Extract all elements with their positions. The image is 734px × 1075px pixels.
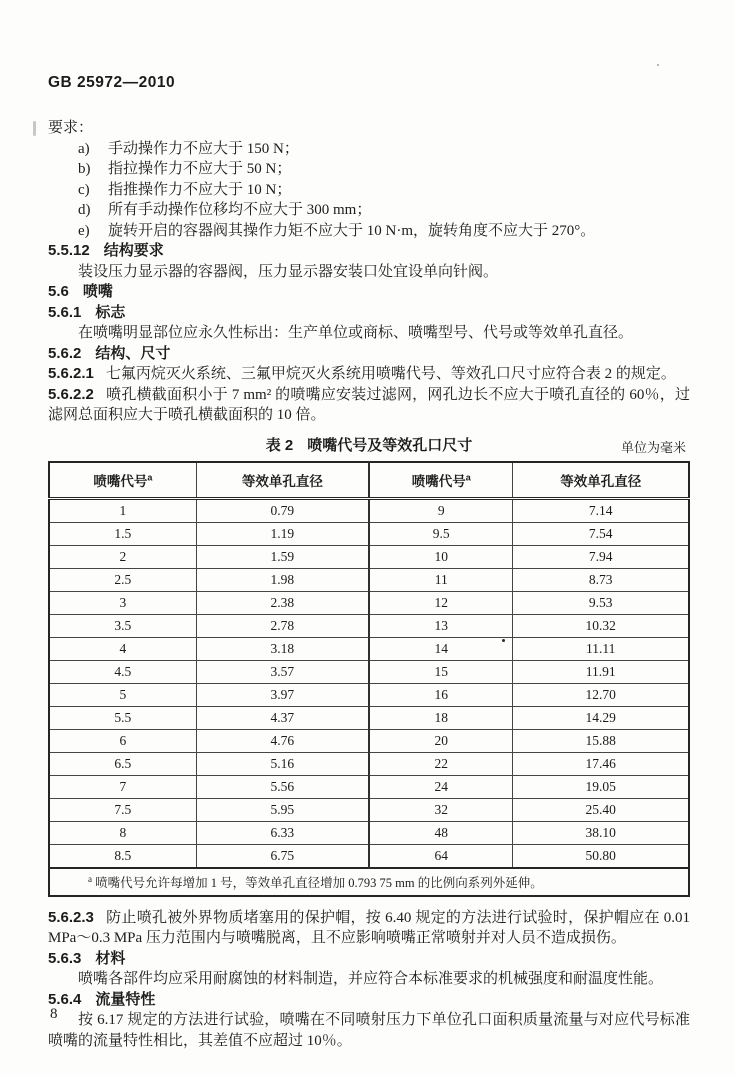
clause-number: 5.6.2.1 [48,365,94,382]
list-item-text: 指推操作力不应大于 10 N； [108,181,292,198]
list-item-d [48,200,690,221]
heading-number: 5.6.4 [48,990,82,1008]
list-item-text: 所有手动操作位移均不应大于 300 mm； [108,202,372,218]
table-row [49,706,689,729]
table-cell: 25.40 [513,798,689,821]
heading-title: 结构、尺寸 [95,344,171,362]
heading-title: 结构要求 [103,242,164,259]
table-row [49,683,689,706]
table-cell: 38.10 [513,821,689,844]
table-row [49,798,689,821]
table-caption-label: 表 2 [265,436,294,454]
list-item-label: d) [78,202,91,218]
table-cell: 5.16 [196,752,369,775]
column-header: 喷嘴代号$^a$ [49,462,196,499]
table-cell: 6.75 [196,844,369,868]
paragraph-5-6-2-3 [48,908,690,949]
table-cell: 19.05 [513,775,689,798]
heading-5-6 [48,282,690,303]
table-caption-title: 喷嘴代号及等效孔口尺寸 [307,436,473,454]
paragraph-5-6-4: 按 6.17 规定的方法进行试验，喷嘴在不同喷射压力下单位孔口面积质量流量与对应代号标准喷嘴的流量特性相比，其差值不应超过 10％。 [48,1012,690,1049]
table-cell: 4.76 [196,729,369,752]
table-cell: 1 [49,498,196,522]
clause-number: 5.6.2.3 [48,908,94,926]
table-cell: 8.73 [513,568,689,591]
table-header-row [49,462,689,499]
table-cell: 11.91 [513,660,689,683]
heading-title: 标志 [95,303,126,321]
nozzle-code-table [48,461,690,897]
table-caption-row [48,434,690,456]
table-cell: 24 [369,775,513,798]
heading-title: 材料 [95,949,126,967]
table-footnote [49,868,689,896]
table-cell: 5.5 [49,706,196,729]
table-cell: 1.98 [196,568,369,591]
table-cell: 0.79 [196,498,369,522]
table-cell: 7 [49,775,196,798]
table-row [49,545,689,568]
heading-number: 5.6.3 [48,949,82,967]
table-cell: 9 [369,498,513,522]
heading-5-5-12 [48,241,690,262]
table-cell: 1.19 [196,522,369,545]
footnote-marker: a [88,873,92,884]
list-item-label: c) [78,181,90,198]
list-item-e [48,221,690,242]
table-cell: 15.88 [513,729,689,752]
table-cell: 3.18 [196,637,369,660]
table-cell: 7.54 [513,522,689,545]
table-cell: 7.14 [513,498,689,522]
table-cell: 7.5 [49,798,196,821]
table-foot [49,868,689,896]
table-row [49,752,689,775]
table-cell: 5 [49,683,196,706]
footnote-text: 喷嘴代号允许每增加 1 号，等效单孔直径增加 0.793 75 mm 的比例向系列外延伸。 [95,875,543,890]
paragraph-5-5-12: 装设压力显示器的容器阀，压力显示器安装口处宜设单向针阀。 [78,263,499,280]
column-header: 喷嘴代号$^a$ [369,462,513,499]
table-cell: 12 [369,591,513,614]
table-cell: 32 [369,798,513,821]
heading-5-6-1 [48,303,690,324]
table-cell: 3.5 [49,614,196,637]
table-cell: 16 [369,683,513,706]
scan-artifact-smudge [33,121,36,136]
table-head [49,462,689,499]
heading-5-6-4 [48,990,690,1011]
table-cell: 9.53 [513,591,689,614]
table-cell: 6.5 [49,752,196,775]
paragraph-5-6-2-2 [48,385,690,426]
table-cell: 14 [369,637,513,660]
table-cell: 48 [369,821,513,844]
paragraph-5-6-3: 喷嘴各部件均应采用耐腐蚀的材料制造，并应符合本标准要求的机械强度和耐温度性能。 [78,971,664,987]
heading-number: 5.6.2 [48,344,82,362]
heading-number: 5.5.12 [48,242,90,259]
page-content [48,74,690,1051]
heading-title: 流量特性 [95,990,156,1008]
table-cell: 22 [369,752,513,775]
paragraph-5-6-2-1 [48,364,690,385]
table-row [49,498,689,522]
table-cell: 3.97 [196,683,369,706]
table-caption [48,434,690,455]
list-item-text: 手动操作力不应大于 150 N； [108,140,299,157]
table-cell: 3.57 [196,660,369,683]
table-row [49,821,689,844]
table-cell: 2.5 [49,568,196,591]
table-cell: 4.37 [196,706,369,729]
table-cell: 2 [49,545,196,568]
table-row [49,568,689,591]
table-cell: 5.95 [196,798,369,821]
nozzle-table-body [49,498,689,868]
table-cell: 11.11 [513,637,689,660]
table-cell: 8 [49,821,196,844]
table-cell: 14.29 [513,706,689,729]
heading-5-6-3 [48,949,690,970]
table-cell: 7.94 [513,545,689,568]
table-row [49,844,689,868]
table-cell: 12.70 [513,683,689,706]
page-number: 8 [50,1006,58,1022]
clause-text: 喷孔横截面积小于 7 mm² 的喷嘴应安装过滤网，网孔边长不应大于喷孔直径的 60％，过滤网总面积应大于喷孔横截面积的 10 倍。 [48,386,690,423]
list-item-text: 指拉操作力不应大于 50 N； [108,161,292,177]
heading-title: 喷嘴 [82,283,113,300]
clause-number: 5.6.2.2 [48,385,94,403]
table-cell: 10.32 [513,614,689,637]
clause-text: 防止喷孔被外界物质堵塞用的保护帽，按 6.40 规定的方法进行试验时，保护帽应在 0.01 MPa～0.3 MPa 压力范围内与喷嘴脱离，且不应影响喷嘴正常喷射并对人员不造成损伤。 [48,909,690,946]
list-item-c [48,180,690,201]
table-cell: 17.46 [513,752,689,775]
list-item-b [48,159,690,180]
table-cell: 50.80 [513,844,689,868]
list-item-label: a) [78,140,90,157]
requirements-lead: 要求： [48,120,94,136]
footnote-marker: a [147,472,153,482]
standard-number-header: GB 25972—2010 [48,74,176,91]
heading-number: 5.6.1 [48,303,82,321]
table-cell: 4.5 [49,660,196,683]
table-cell: 3 [49,591,196,614]
table-row [49,614,689,637]
paragraph-5-6-1: 在喷嘴明显部位应永久性标出：生产单位或商标、喷嘴型号、代号或等效单孔直径。 [78,325,634,341]
table-row [49,729,689,752]
table-row [49,660,689,683]
table-cell: 64 [369,844,513,868]
list-item-a [48,139,690,160]
table-cell: 18 [369,706,513,729]
table-row [49,522,689,545]
table-unit-note: 单位为毫米 [620,439,686,455]
table-cell: 6 [49,729,196,752]
list-item-label: e) [78,222,90,239]
table-cell: 5.56 [196,775,369,798]
table-cell: 13 [369,614,513,637]
clause-text: 七氟丙烷灭火系统、三氟甲烷灭火系统用喷嘴代号、等效孔口尺寸应符合表 2 的规定。 [105,366,676,382]
scan-artifact-speck [657,64,659,66]
table-cell: 2.78 [196,614,369,637]
table-cell: 4 [49,637,196,660]
table-cell: 1.59 [196,545,369,568]
column-header: 等效单孔直径 [513,462,689,499]
footnote-marker: a [465,472,471,482]
table-row [49,775,689,798]
table-cell: 10 [369,545,513,568]
table-cell: 8.5 [49,844,196,868]
table-cell: 6.33 [196,821,369,844]
scan-artifact-dot [502,639,505,642]
table-cell: 2.38 [196,591,369,614]
list-item-text: 旋转开启的容器阀其操作力矩不应大于 10 N·m，旋转角度不应大于 270°。 [108,222,596,239]
table-cell: 15 [369,660,513,683]
table-cell: 9.5 [369,522,513,545]
table-row [49,637,689,660]
table-cell: 1.5 [49,522,196,545]
table-row [49,591,689,614]
list-item-label: b) [78,161,91,177]
heading-5-6-2 [48,344,690,365]
table-cell: 20 [369,729,513,752]
heading-number: 5.6 [48,283,69,300]
table-footnote-row [49,868,689,896]
column-header: 等效单孔直径 [196,462,369,499]
table-cell: 11 [369,568,513,591]
